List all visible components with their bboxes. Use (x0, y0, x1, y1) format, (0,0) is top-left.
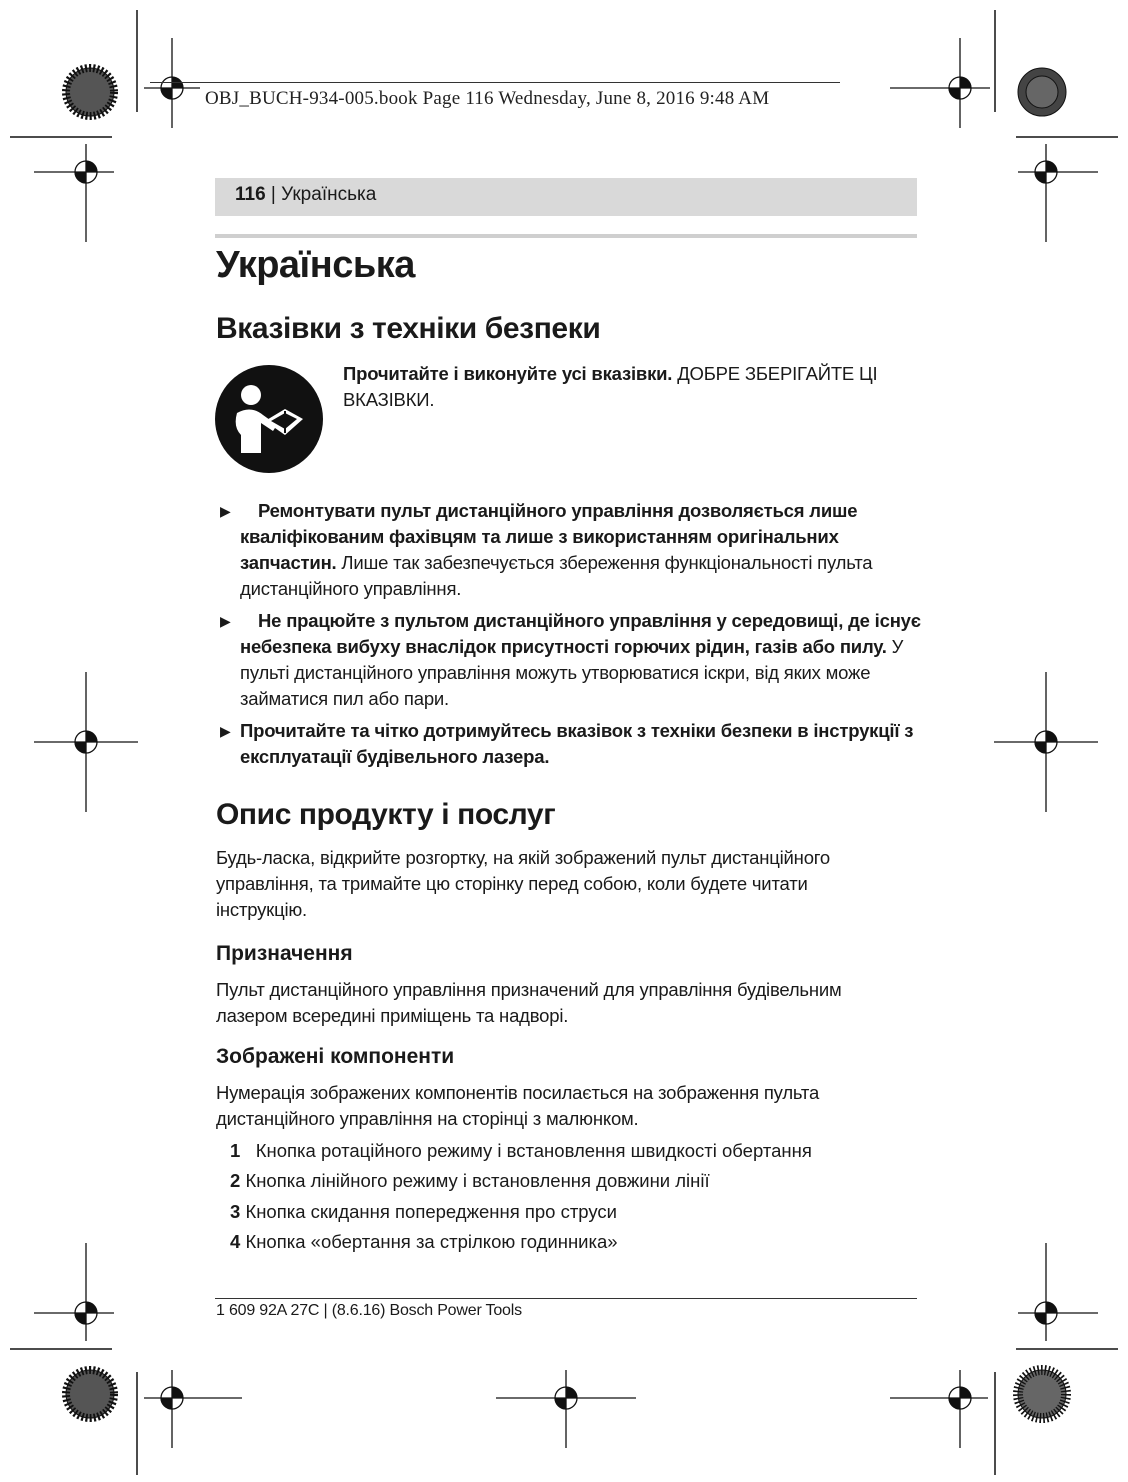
safety-bullet (220, 608, 935, 712)
safety-bullet (220, 718, 935, 770)
component-number: 2 (230, 1170, 241, 1191)
components-intro: Нумерація зображених компонентів посилається на зображення пульта дистанційного управління на сторінці з малюнком. (216, 1082, 820, 1129)
list-item (230, 1229, 618, 1255)
bullet-bold-text: Прочитайте та чітко дотримуйтесь вказівок з техніки безпеки в інструкції з експлуатації будівельного лазера. (240, 720, 914, 767)
component-label: Кнопка ротаційного режиму і встановлення швидкості обертання (255, 1140, 812, 1161)
print-slug: OBJ_BUCH-934-005.book Page 116 Wednesday, June 8, 2016 9:48 AM (205, 88, 770, 109)
triangle-right-icon: ▶ (220, 503, 231, 519)
product-heading: Опис продукту і послуг (216, 798, 556, 831)
component-number: 4 (230, 1231, 241, 1252)
list-item (230, 1138, 812, 1164)
safety-heading: Вказівки з техніки безпеки (216, 312, 601, 345)
page-number: 116 (235, 184, 266, 205)
bullet-bold-text: Ремонтувати пульт дистанційного управління дозволяється лише кваліфікованим фахівцям та лише з використанням оригінальних запчастин. (240, 500, 858, 573)
bullet-rest-text: Лише так забезпечується збереження функціональності пульта дистанційного управління. (240, 552, 873, 599)
list-item (230, 1199, 617, 1225)
footer-rule (215, 1298, 917, 1299)
print-slug-rule (150, 82, 840, 83)
safety-intro (343, 361, 903, 413)
safety-bullet (220, 498, 935, 602)
component-label: Кнопка «обертання за стрілкою годинника» (245, 1231, 618, 1252)
bullet-rest-text: У пульті дистанційного управління можуть утворюватися іскри, від яких може займатися пил або пари. (240, 636, 904, 709)
page-header (215, 178, 917, 216)
triangle-right-icon: ▶ (220, 613, 231, 629)
components-heading: Зображені компоненти (216, 1045, 455, 1068)
component-number: 1 (230, 1140, 241, 1161)
header-section: Українська (281, 184, 377, 205)
page-footer: 1 609 92A 27C | (8.6.16) Bosch Power Tools (216, 1302, 522, 1319)
safety-intro-bold: Прочитайте і виконуйте усі вказівки. (343, 363, 673, 384)
component-number: 3 (230, 1201, 241, 1222)
purpose-heading: Призначення (216, 942, 353, 965)
read-manual-icon (215, 365, 323, 473)
triangle-right-icon: ▶ (220, 723, 231, 739)
header-rule (215, 234, 917, 238)
bullet-bold-text: Не працюйте з пультом дистанційного управління у середовищі, де існує небезпека вибуху внаслідок присутності горючих рідин, газів або пилу. (240, 610, 921, 657)
component-label: Кнопка скидання попередження про струси (245, 1201, 618, 1222)
safety-intro-rest: ДОБРЕ ЗБЕРІГАЙТЕ ЦІ ВКАЗІВКИ. (343, 363, 878, 410)
list-item (230, 1168, 710, 1194)
product-intro: Будь-ласка, відкрийте розгортку, на якій зображений пульт дистанційного управління, та тримайте цю сторінку перед собою, коли будете читати інструкцію. (216, 847, 831, 920)
header-separator: | (265, 184, 282, 205)
purpose-text: Пульт дистанційного управління призначений для управління будівельним лазером всередині приміщень та надворі. (216, 979, 842, 1026)
page-title: Українська (216, 244, 415, 286)
component-label: Кнопка лінійного режиму і встановлення довжини лінії (245, 1170, 710, 1191)
